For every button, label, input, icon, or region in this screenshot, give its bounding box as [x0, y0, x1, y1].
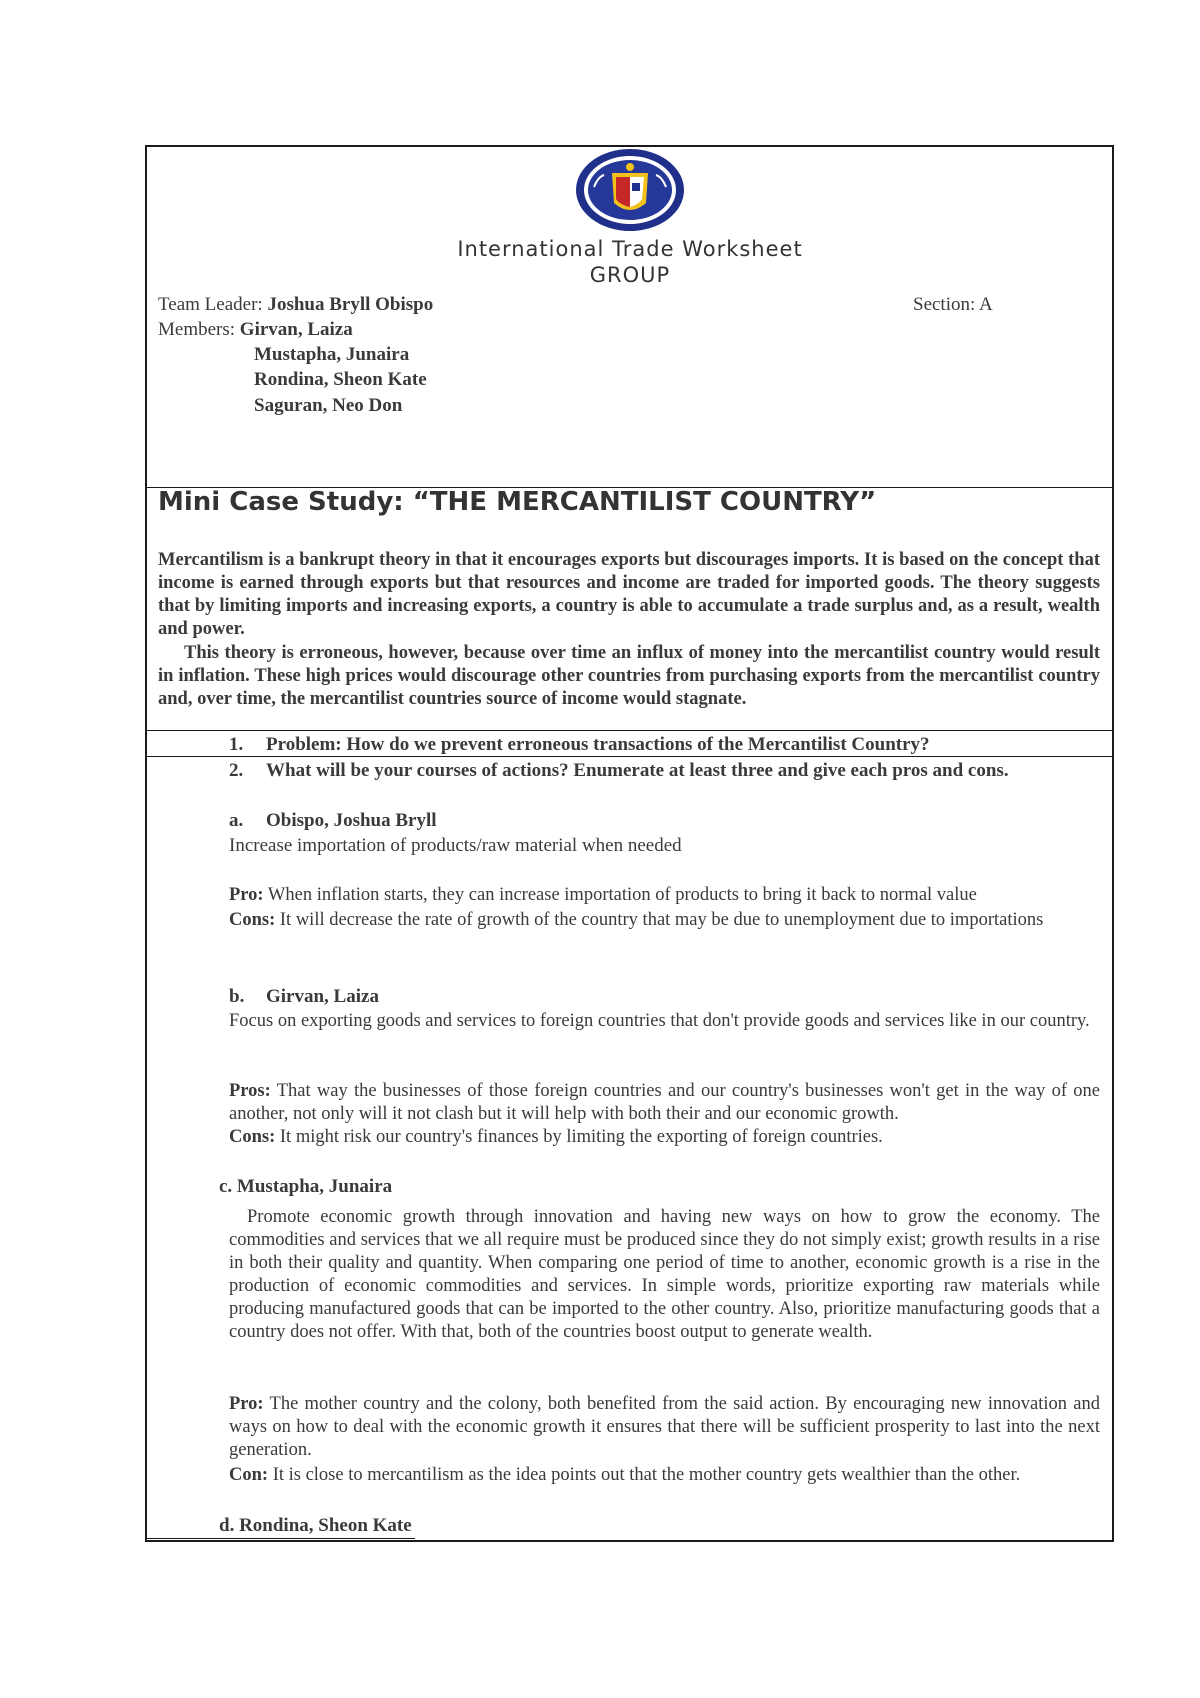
section-label: Section: A	[913, 294, 993, 315]
member-name: Saguran, Neo Don	[254, 395, 403, 416]
con-text: It is close to mercantilism as the idea points out that the mother country gets wealthier than the other.	[272, 1465, 1021, 1485]
answer-c-action: Promote economic growth through innovation and having new ways on how to grow the economy. The commodities and services that we all require must be produced since they do not simply exist; growth results in a rise in both their quality and quantity. When comparing one period of time to another, economic growth is a rise in the production of economic commodities and services. In simple words, prioritize exporting raw materials while producing manufactured goods that can be imported to the other country. Also, prioritize manufacturing goods that a country does not offer. With that, both of the countries boost output to generate wealth.	[229, 1207, 1100, 1342]
con-text: It will decrease the rate of growth of the country that may be due to unemployment due to importations	[279, 910, 1044, 930]
answer-c-pro	[229, 1393, 1100, 1462]
member-name: Mustapha, Junaira	[254, 344, 410, 365]
answer-b-action: Focus on exporting goods and services to foreign countries that don't provide goods and services like in our country.	[229, 1011, 1090, 1031]
answer-b-label: b.	[229, 986, 245, 1007]
members-label: Members:	[158, 319, 236, 340]
divider-bottom	[145, 1538, 415, 1539]
answer-a-name: Obispo, Joshua Bryll	[266, 810, 437, 831]
case-study-heading: Mini Case Study: “THE MERCANTILIST COUNTRY”	[158, 487, 877, 517]
con-label: Cons:	[229, 910, 276, 930]
team-leader-label: Team Leader:	[158, 294, 263, 315]
pro-text: When inflation starts, they can increase importation of products to bring it back to normal value	[267, 885, 977, 905]
question-2-number: 2.	[229, 760, 244, 781]
answer-d-heading: d. Rondina, Sheon Kate	[219, 1515, 412, 1536]
answer-c-con	[229, 1464, 1100, 1487]
answer-b-con	[229, 1126, 1100, 1149]
worksheet-subtitle: GROUP	[589, 263, 671, 287]
answer-a-label: a.	[229, 810, 244, 831]
answer-a-con	[229, 909, 1100, 932]
pro-text: The mother country and the colony, both benefited from the said action. By encouraging new innovation and ways on how to deal with the economic growth it ensures that there will be sufficient prosperity to last into the next generation.	[229, 1394, 1101, 1460]
pro-text: That way the businesses of those foreign countries and our country's businesses won't get in the way of one another, not only will it not clash but it will help with both their and our economic growth.	[229, 1081, 1100, 1124]
pro-label: Pro:	[229, 1394, 264, 1414]
team-leader-line	[158, 293, 433, 316]
member-name: Girvan, Laiza	[239, 319, 353, 340]
member-name: Rondina, Sheon Kate	[254, 369, 427, 390]
divider-questions-top	[145, 730, 1114, 731]
university-seal-icon	[574, 147, 686, 233]
con-label: Con:	[229, 1465, 269, 1485]
answer-b-name: Girvan, Laiza	[266, 986, 379, 1007]
question-1-text: Problem: How do we prevent erroneous transactions of the Mercantilist Country?	[266, 734, 930, 755]
case-study-paragraph-1: Mercantilism is a bankrupt theory in that it encourages exports but discourages imports. It is based on the concept that income is earned through exports but that resources and income are traded for imported goods. The theory suggests that by limiting imports and increasing exports, a country is able to accumulate a trade surplus and, as a result, wealth and power.	[158, 550, 1100, 639]
divider-questions-bottom	[145, 756, 1114, 757]
con-text: It might risk our country's finances by limiting the exporting of foreign countries.	[279, 1127, 883, 1147]
team-leader-name: Joshua Bryll Obispo	[267, 294, 434, 315]
answer-c-heading: c. Mustapha, Junaira	[219, 1176, 393, 1197]
question-1-number: 1.	[229, 734, 244, 755]
con-label: Cons:	[229, 1127, 276, 1147]
worksheet-title: International Trade Worksheet	[457, 237, 803, 261]
answer-a-pro	[229, 884, 1100, 907]
pro-label: Pro:	[229, 885, 264, 905]
answer-b-pro	[229, 1080, 1100, 1126]
answer-a-action: Increase importation of products/raw material when needed	[229, 835, 682, 856]
case-study-paragraph-2: This theory is erroneous, however, because over time an influx of money into the mercantilist country would result in inflation. These high prices would discourage other countries from purchasing exports from the mercantilist country and, over time, the mercantilist countries source of income would stagnate.	[158, 643, 1100, 709]
members-line	[158, 318, 353, 341]
question-2-text: What will be your courses of actions? Enumerate at least three and give each pros and cons.	[266, 760, 1009, 781]
pro-label: Pros:	[229, 1081, 271, 1101]
